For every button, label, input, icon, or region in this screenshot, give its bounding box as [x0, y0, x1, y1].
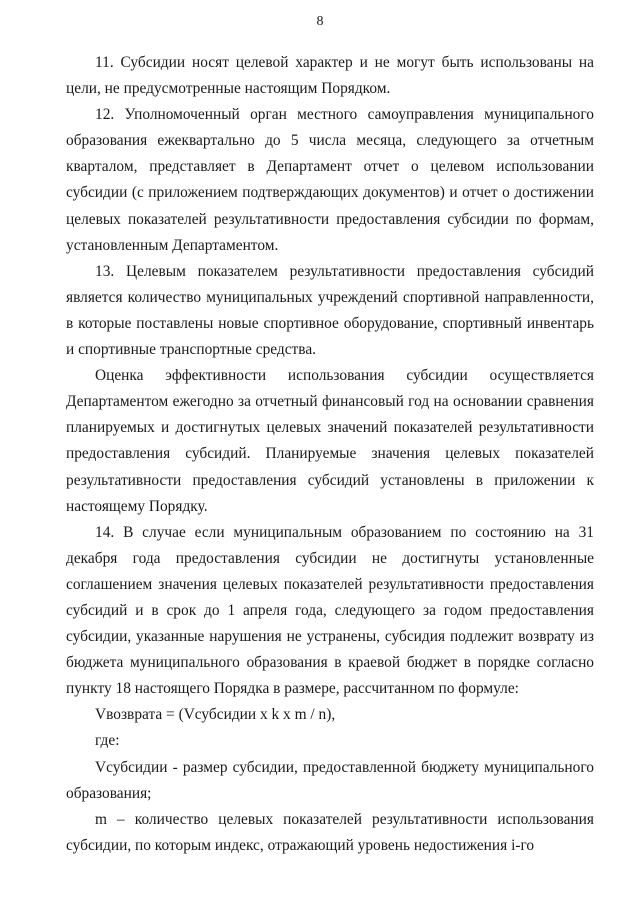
page-number: 8	[316, 14, 324, 29]
paragraph-13: 13. Целевым показателем результативности предоставления субсидий является количество муниципальных учреждений спортивной направленности, в которые поставлены новые спортивное оборудование, спортивный инвентарь и спортивные транспортные средства.	[66, 262, 594, 359]
paragraph-12: 12. Уполномоченный орган местного самоуправления муниципального образования ежеквартально до 5 числа месяца, следующего за отчетным кварталом, представляет в Департамент отчет о целевом использовании субсидии (с приложением подтверждающих документов) и отчет о достижении целевых показателей результативности предоставления субсидии по формам, установленным Департаментом.	[66, 106, 594, 254]
where-label: где:	[95, 732, 120, 750]
paragraph-11: 11. Субсидии носят целевой характер и не могут быть использованы на цели, не предусмотренные настоящим Порядком.	[66, 54, 594, 98]
paragraph-evaluation: Оценка эффективности использования субсидии осуществляется Департаментом ежегодно за отчетный финансовый год на основании сравнения планируемых и достигнутых целевых значений показателей результативности предоставления субсидий. Планируемые значения целевых показателей результативности предоставления субсидий установлены в приложении к настоящему Порядку.	[66, 367, 594, 515]
definition-m: m – количество целевых показателей результативности использования субсидии, по которым индекс, отражающий уровень недостижения i-го	[66, 810, 594, 854]
document-body	[66, 50, 594, 859]
refund-formula: Vвозврата = (Vсубсидии x k x m / n),	[95, 706, 336, 724]
paragraph-14: 14. В случае если муниципальным образованием по состоянию на 31 декабря года предоставления субсидии не достигнуты установленные соглашением значения целевых показателей результативности предоставления субсидий и в срок до 1 апреля года, следующего за годом предоставления субсидии, указанные нарушения не устранены, субсидия подлежит возврату из бюджета муниципального образования в краевой бюджет в порядке согласно пункту 18 настоящего Порядка в размере, рассчитанном по формуле:	[66, 523, 594, 698]
definition-v-subsidy: Vсубсидии - размер субсидии, предоставленной бюджету муниципального образования;	[66, 758, 594, 802]
